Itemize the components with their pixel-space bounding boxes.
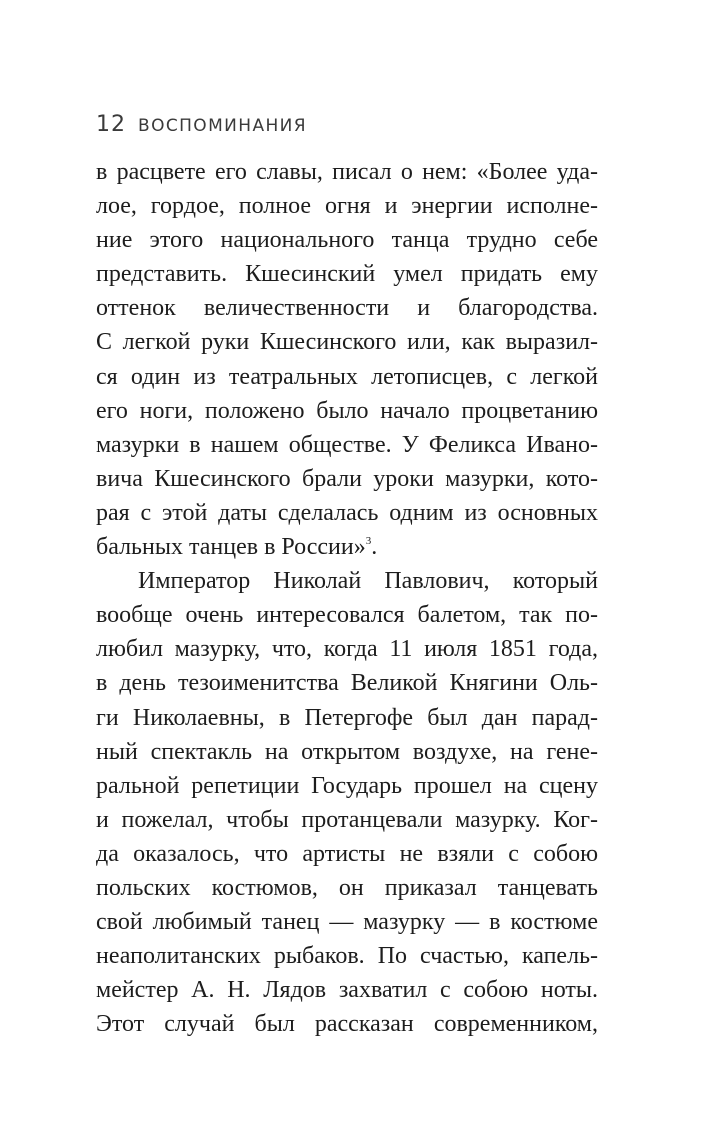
text-line: представить. Кшесинский умел придать ему [96,261,598,288]
text-line: рая с этой даты сделалась одним из основных [96,499,598,526]
text-line: и пожелал, чтобы протанцевали мазурку. Ког- [96,806,598,833]
text-line: ги Николаевны, в Петергофе был дан парад- [96,704,598,731]
section-title: ВОСПОМИНАНИЯ [138,116,307,136]
paragraph-2 [96,564,598,1041]
text-line: мазурки в нашем обществе. У Феликса Ивано- [96,431,598,458]
text-line: в расцвете его славы, писал о нем: «Более уда- [96,159,598,185]
paragraph-1 [96,155,598,564]
footnote-marker[interactable]: 3 [365,535,372,548]
text-line: ние этого национального танца трудно себе [96,227,598,254]
text-line: оттенок величественности и благородства. [96,295,598,322]
body-text [96,155,598,1041]
text-line-indented: Император Николай Павлович, который [138,568,598,595]
text-line: его ноги, положено было начало процветанию [96,397,598,424]
text-line-last [96,530,598,564]
text-line: польских костюмов, он приказал танцевать [96,874,598,901]
text-line: неаполитанских рыбаков. По счастью, капель- [96,943,598,970]
text-line: С легкой руки Кшесинского или, как выразил- [96,329,598,356]
text-line: да оказалось, что артисты не взяли с собою [96,840,598,867]
text-line: вообще очень интересовался балетом, так по- [96,602,598,629]
running-head [96,112,307,142]
text-line: мейстер А. Н. Лядов захватил с собою ноты. [96,977,598,1004]
text-line: Этот случай был рассказан современником, [96,1011,598,1038]
text-line: любил мазурку, что, когда 11 июля 1851 года, [96,636,598,663]
page-number: 12 [96,112,126,137]
text-line: ный спектакль на открытом воздухе, на гене- [96,738,598,765]
text-line: ральной репетиции Государь прошел на сцену [96,772,598,799]
text-line: ся один из театральных летописцев, с легкой [96,363,598,390]
text-line: свой любимый танец — мазурку — в костюме [96,909,598,936]
text-line: лое, гордое, полное огня и энергии исполне- [96,193,598,220]
last-line-text: бальных танцев в России» [96,534,366,561]
last-line-tail: . [371,534,378,561]
text-line: в день тезоименитства Великой Княгини Оль- [96,670,598,697]
text-line: вича Кшесинского брали уроки мазурки, кото- [96,465,598,492]
